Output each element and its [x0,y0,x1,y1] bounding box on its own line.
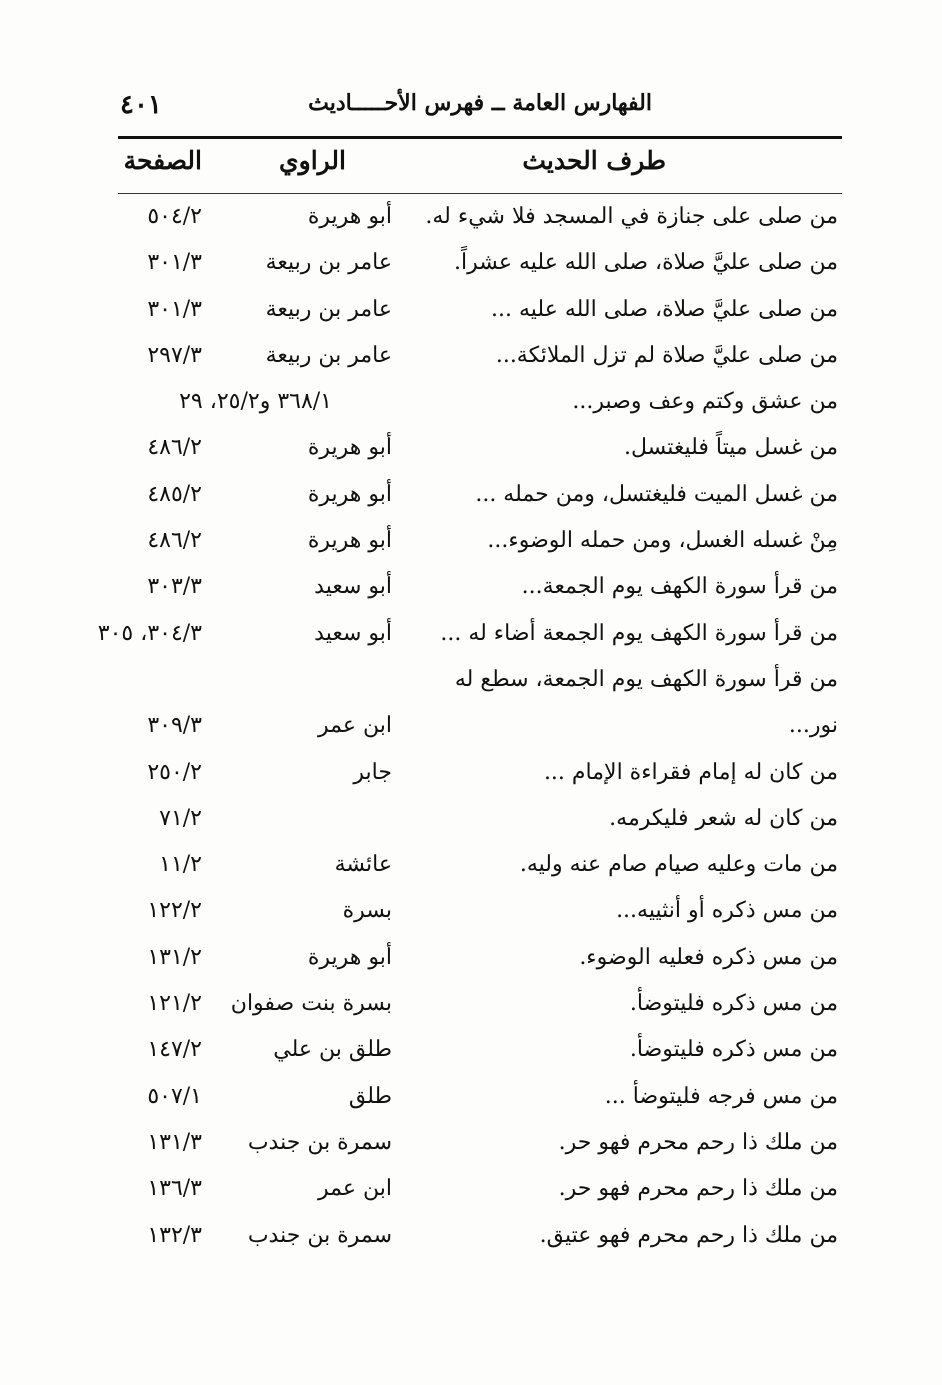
table-row [0,705,942,751]
narrator: جابر [353,759,392,785]
page-header [120,88,840,128]
narrator: طلق بن علي [273,1037,392,1063]
narrator: أبو هريرة [307,944,392,970]
narrator: عامر بن ربيعة [265,342,392,368]
header-rule [118,136,842,139]
page-reference: ٤٨٦/٢ [147,528,202,554]
hadith-text: من عشق وكتم وعف وصبر... [572,389,838,415]
running-title: الفهارس العامة ــ فهرس الأحـــــاديث [308,90,652,116]
table-row [0,1076,942,1122]
narrator: ابن عمر [318,1176,392,1202]
table-row [0,381,942,427]
page-reference: ٢٥٠/٢ [147,759,202,785]
table-row [0,566,942,612]
page-reference: ١٢٢/٢ [147,898,202,924]
table-row [0,474,942,520]
narrator: ابن عمر [318,713,392,739]
hadith-text: من صلى عليَّ صلاة لم تزل الملائكة... [495,342,838,368]
table-row [0,242,942,288]
page-reference: ٣٠١/٣ [147,250,202,276]
hadith-text: من مات وعليه صيام صام عنه وليه. [519,852,838,878]
column-header-rawi: الراوي [279,146,346,175]
hadith-text: من قرأ سورة الكهف يوم الجمعة... [521,574,838,600]
table-row [0,983,942,1029]
hadith-text: من كان له إمام فقراءة الإمام ... [543,759,838,785]
hadith-index-table [0,196,942,1261]
hadith-text: من مس ذكره فليتوضأ. [629,991,838,1017]
narrator: أبو هريرة [307,435,392,461]
table-row [0,937,942,983]
page-reference: ١٣٢/٣ [147,1222,202,1248]
hadith-text: من قرأ سورة الكهف يوم الجمعة أضاء له ... [440,620,838,646]
hadith-text: من ملك ذا رحم محرم فهو حر. [558,1176,838,1202]
table-row [0,196,942,242]
table-row [0,844,942,890]
page-reference: ٣٠٤/٣، ٣٠٥ [97,620,202,646]
hadith-text: من مس ذكره أو أنثييه... [616,898,838,924]
page-reference: ٧١/٢ [159,805,202,831]
page-reference: ٥٠٤/٢ [147,204,202,229]
narrator: أبو سعيد [314,620,392,646]
hadith-text: من مس ذكره فليتوضأ. [629,1037,838,1063]
hadith-text: من ملك ذا رحم محرم فهو عتيق. [539,1222,838,1248]
page-reference: ١٣٦/٣ [147,1176,202,1202]
table-row [0,1122,942,1168]
narrator: سمرة بن جندب [247,1222,392,1248]
narrator: أبو هريرة [307,528,392,554]
hadith-text: من صلى عليَّ صلاة، صلى الله عليه عشراً. [453,250,838,276]
hadith-text: من مس ذكره فعليه الوضوء. [579,944,838,970]
column-header-page: الصفحة [123,146,202,175]
table-row [0,335,942,381]
hadith-text: من كان له شعر فليكرمه. [609,805,838,831]
table-row [0,798,942,844]
table-row [0,613,942,659]
hadith-text: من قرأ سورة الكهف يوم الجمعة، سطع له [454,666,838,692]
page-reference: ١١/٢ [159,852,202,878]
table-row [0,1215,942,1261]
page-reference: ١٢١/٢ [147,991,202,1017]
page-reference: ٤٨٥/٢ [147,481,202,507]
hadith-text: نور... [788,713,838,739]
table-row [0,520,942,566]
narrator: سمرة بن جندب [247,1129,392,1155]
page-reference: ٣٠٣/٣ [147,574,202,600]
hadith-text: من غسل الميت فليغتسل، ومن حمله ... [475,481,838,507]
narrator: بسرة [342,898,392,924]
table-row [0,752,942,798]
table-row [0,1168,942,1214]
hadith-text: من صلى عليَّ صلاة، صلى الله عليه ... [491,296,838,322]
hadith-text: من صلى على جنازة في المسجد فلا شيء له. [425,204,838,229]
table-row [0,890,942,936]
narrator: طلق [348,1083,392,1109]
page-reference: ٥٠٧/١ [147,1083,202,1109]
page-reference: ١٣١/٢ [147,944,202,970]
page-reference: ١٣١/٣ [147,1129,202,1155]
page-reference: ٣٦٨/١ و٢٥/٢، ٢٩ [179,389,332,415]
narrator: أبو سعيد [314,574,392,600]
hadith-text: من مس فرجه فليتوضأ ... [604,1083,838,1109]
table-row [0,289,942,335]
column-header-rule [118,193,842,194]
narrator: بسرة بنت صفوان [230,991,392,1017]
hadith-text: من ملك ذا رحم محرم فهو حر. [558,1129,838,1155]
hadith-text: من غسل ميتاً فليغتسل. [623,435,838,461]
table-row [0,1029,942,1075]
page-reference: ٣٠١/٣ [147,296,202,322]
narrator: أبو هريرة [307,204,392,229]
page-reference: ٣٠٩/٣ [147,713,202,739]
narrator: عائشة [334,852,392,878]
page-number: ٤٠١ [120,90,162,120]
narrator: أبو هريرة [307,481,392,507]
narrator: عامر بن ربيعة [265,250,392,276]
page-reference: ٤٨٦/٢ [147,435,202,461]
page-reference: ٢٩٧/٣ [147,342,202,368]
table-row [0,427,942,473]
hadith-text: مِنْ غسله الغسل، ومن حمله الوضوء... [487,528,838,554]
narrator: عامر بن ربيعة [265,296,392,322]
page-reference: ١٤٧/٢ [147,1037,202,1063]
table-row [0,659,942,705]
column-header-hadith: طرف الحديث [522,146,666,175]
